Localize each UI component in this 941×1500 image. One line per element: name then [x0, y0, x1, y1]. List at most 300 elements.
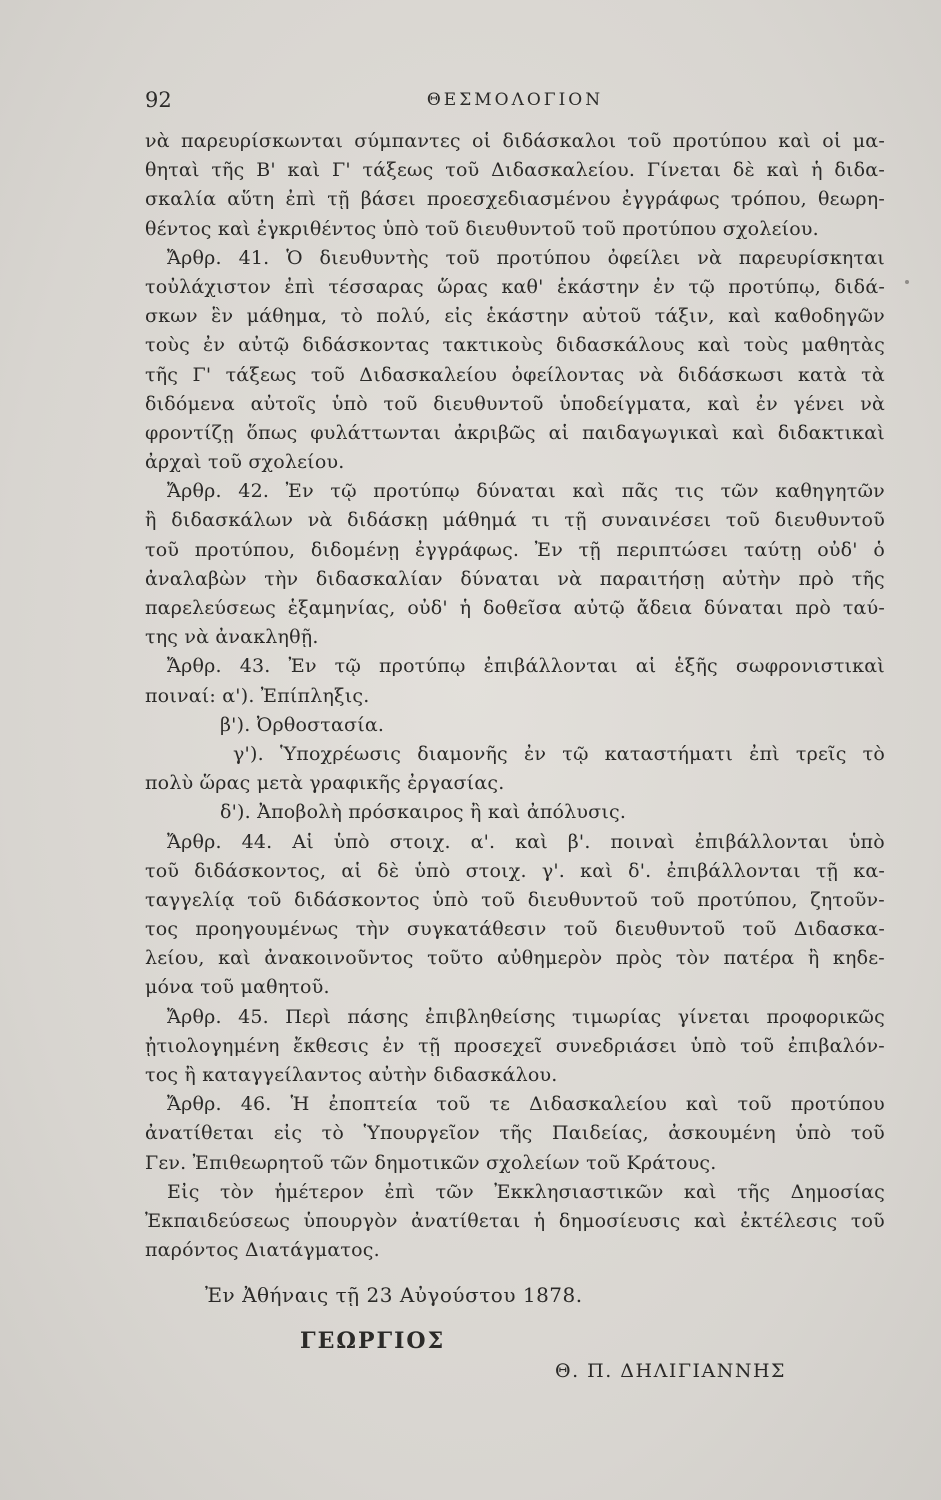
word: θεωρη- [818, 188, 885, 211]
word: προτύπου, [697, 888, 798, 911]
word: ἐπὶ [749, 742, 780, 765]
word: πρὸ [798, 567, 835, 590]
text-line [145, 1032, 885, 1061]
word: ὥρας [437, 275, 489, 298]
word: αὐτῷ [573, 597, 625, 619]
text-line [145, 944, 885, 973]
word: διευθυντοῦ [527, 888, 639, 911]
word: ἐπιβάλλονται [666, 859, 801, 882]
word: προφορικῶς [766, 1005, 885, 1028]
word: πατέρα [723, 947, 795, 970]
word: ἑκάστην [556, 275, 640, 298]
word: ἐγγράφως. [414, 538, 520, 561]
word: καὶ [515, 830, 548, 853]
text-line [145, 390, 885, 419]
text-line: παρόντος Διατάγματος. [145, 1239, 380, 1262]
word: τοῦ [310, 363, 345, 386]
word: ἐποπτεία [328, 1093, 418, 1116]
word: ἐν [202, 334, 226, 357]
page-number: 92 [145, 88, 172, 112]
word: καὶ [732, 421, 765, 444]
closing-clause [145, 1178, 885, 1207]
word: ἐπιβάλλονται [483, 655, 618, 678]
text-line: τος ἢ καταγγείλαντος αὐτὴν διδασκάλου. [145, 1064, 558, 1086]
word: τε [489, 1093, 511, 1116]
word: ταύτῃ [743, 538, 802, 561]
word: ἡ [811, 159, 823, 182]
text-line: πολὺ ὥρας μετὰ γραφικῆς ἐργασίας. [145, 772, 505, 795]
word: πάσης [347, 1005, 409, 1028]
text-line [145, 273, 885, 302]
word: δύναται [460, 567, 540, 590]
word: Ἄρθρ. [167, 1093, 222, 1116]
word: ἢ [145, 509, 157, 532]
word: νὰ [145, 130, 170, 152]
word: Γ' [192, 363, 212, 386]
dateline: Ἐν Ἀθήναις τῇ 23 Αὐγούστου 1878. [205, 1283, 583, 1307]
word: Διδασκαλείου [529, 1093, 667, 1116]
word: οὐδ' [817, 538, 858, 561]
word: τοῦ [742, 918, 777, 941]
word: αἱ [548, 421, 570, 444]
word: ἡμέτερον [274, 1180, 365, 1203]
word: νὰ [307, 509, 333, 532]
word: τοῦ [145, 859, 180, 882]
word: μάθημά [442, 509, 517, 532]
word: διδακτικαὶ [777, 421, 885, 444]
penalty-c [145, 740, 885, 769]
word: πολύ, [376, 305, 431, 328]
word: τάξεως [225, 363, 297, 386]
text-line [145, 915, 885, 944]
word: προσεχεῖ [453, 1034, 543, 1057]
word: τῷ [688, 275, 715, 298]
word: τὴν [355, 918, 390, 941]
minister-signature: Θ. Π. ΔΗΛΙΓΙΑΝΝΗΣ [555, 1360, 786, 1382]
word: οἱ [471, 130, 492, 152]
word: ἐπιβάλλονται [694, 830, 829, 853]
word: τοὺς [743, 334, 789, 357]
text-line [145, 185, 885, 214]
word: αὕτη [227, 188, 275, 211]
word: διευθυντοῦ [614, 918, 726, 941]
word: Ἡ [290, 1093, 310, 1116]
word: τῇ [815, 859, 839, 882]
word: 46. [240, 1093, 272, 1116]
word: ὅπως [246, 421, 298, 444]
word: αὐθημερὸν [497, 947, 603, 970]
article-42-start [145, 477, 885, 506]
word: ἔκθεσις [293, 1034, 369, 1057]
word: μα- [852, 130, 885, 152]
word: τῆς [499, 1122, 533, 1145]
word: ἡ [459, 597, 472, 619]
word: Ἄρθρ. [167, 246, 222, 269]
article-46-start [145, 1090, 885, 1119]
word: ἑκάστην [486, 305, 570, 328]
word: ὀφείλοντας [511, 363, 625, 386]
word: κα- [853, 859, 885, 882]
word: τι [531, 509, 550, 532]
word: Ἄρθρ. [167, 655, 222, 678]
word: Ἐκκλησιαστικῶν [494, 1180, 664, 1203]
word: τοῦ [436, 1093, 471, 1116]
word: διδασκαλίαν [315, 567, 443, 590]
word: μαθητὰς [801, 334, 885, 357]
word: συνεδριάσει [555, 1034, 677, 1057]
article-43-start [145, 652, 885, 681]
word: γένει [793, 392, 845, 415]
word: ἡ [533, 1209, 546, 1232]
word: τις [674, 480, 705, 503]
word: καὶ [683, 1180, 717, 1203]
word: Ὁ [286, 246, 303, 269]
text-line [145, 127, 885, 156]
word: εἰς [273, 1122, 303, 1145]
word: οὐδ' [407, 597, 448, 619]
word: τῷ [562, 742, 589, 765]
text-line: ἀρχαὶ τοῦ σχολείου. [145, 451, 345, 474]
body-text [145, 127, 885, 1265]
word: τοῦ [725, 509, 761, 532]
word: καὶ [685, 1093, 719, 1116]
word: τρόπου, [730, 188, 807, 211]
word: τοῦ [247, 888, 282, 911]
word: προηγουμένως [195, 918, 339, 941]
word: αἱ [635, 655, 657, 678]
word: ὑπὸ [848, 830, 885, 853]
word: διδα- [834, 159, 885, 182]
word: Περὶ [285, 1005, 332, 1028]
word: καθηγητῶν [775, 480, 885, 503]
word: τῷ [330, 480, 357, 503]
running-title: ΘΕΣΜΟΛΟΓΙΟΝ [426, 90, 604, 110]
word: τοῦ [650, 888, 685, 911]
word: παιδαγωγικαὶ [582, 421, 720, 444]
word: δύναται [703, 597, 784, 619]
word: καὶ [728, 305, 761, 328]
text-line [145, 565, 885, 594]
word: ἐπιβαλόν- [787, 1034, 885, 1057]
text-line [145, 1207, 885, 1236]
word: Δημοσίας [790, 1180, 885, 1203]
text-line [145, 419, 885, 448]
word: γ'. [541, 859, 566, 882]
word: τῆς [211, 159, 245, 182]
word: καὶ [287, 159, 321, 182]
word: ἑξῆς [674, 655, 718, 678]
word: τοὺς [145, 334, 190, 357]
word: Αἱ [292, 830, 314, 853]
word: τὴν [264, 567, 299, 590]
word: Ἄρθρ. [167, 480, 222, 503]
word: ἐπιβληθείσης [425, 1005, 556, 1028]
penalty-d: δ'). Ἀποβολὴ πρόσκαιρος ἢ καὶ ἀπόλυσις. [220, 801, 627, 824]
word: ἀνατίθεται [411, 1209, 521, 1232]
text-line: μόνα τοῦ μαθητοῦ. [145, 976, 330, 999]
word: ἐγγράφως [621, 188, 720, 211]
word: καθοδηγῶν [774, 305, 885, 328]
word: τιμωρίας [571, 1005, 662, 1028]
word: τος [145, 918, 179, 941]
word: διδάσκοντος [294, 888, 420, 911]
word: Ἐκπαιδεύσεως [145, 1209, 291, 1232]
word: δύναται [476, 480, 556, 503]
word: διευθυντοῦ [774, 509, 885, 532]
text-line [145, 361, 885, 390]
word: κατὰ [797, 363, 847, 386]
text-line [145, 302, 885, 331]
word: ἢ [807, 947, 820, 970]
word: διδάσκωσι [677, 363, 784, 386]
word: ἐπὶ [285, 188, 317, 211]
word: τοὐλάχιστον [145, 275, 272, 298]
word: ταύ- [842, 597, 885, 619]
word: ᾐτιολογημένη [145, 1034, 280, 1057]
word: ἄδεια [636, 597, 693, 619]
word: Ἄρθρ. [167, 1005, 222, 1028]
word: Ἐν [534, 538, 563, 561]
word: τῶν [720, 480, 759, 503]
word: προτύπου, [194, 538, 296, 561]
word: αὐτοῦ [582, 305, 642, 328]
word: ὑπὸ [414, 859, 451, 882]
word: τοῦ [445, 159, 480, 182]
word: τὸν [675, 947, 710, 970]
word: λείου, [145, 947, 205, 970]
word: προεσχεδιασμένου [426, 188, 611, 211]
word: Διδασκα- [793, 918, 885, 941]
word: διδάσκῃ [347, 509, 428, 532]
word: Ἐν [288, 655, 317, 678]
word: νὰ [860, 392, 885, 415]
word: πᾶς [621, 480, 659, 503]
word: σκων [145, 305, 198, 328]
text-line [145, 331, 885, 360]
text-line [145, 536, 885, 565]
word: Ὑπουργεῖον [363, 1122, 480, 1145]
word: καὶ [572, 480, 606, 503]
word: τῇ [327, 188, 350, 211]
word: ἀναλαβὼν [145, 567, 247, 590]
word: πρὸ [795, 597, 831, 619]
word: διδασκάλων [171, 509, 294, 532]
word: τοῦ [850, 1209, 885, 1232]
word: νὰ [638, 363, 664, 386]
word: ἓν [211, 305, 234, 328]
word: τὸν [219, 1180, 255, 1203]
word: καταστήματι [604, 742, 733, 765]
word: διδόμενα [145, 392, 235, 415]
word: τοῦ [737, 1093, 772, 1116]
word: παρευρίσκηται [738, 246, 885, 269]
word: Παιδείας, [551, 1122, 649, 1145]
word: ὁ [873, 538, 885, 561]
word: ταγγελίᾳ [145, 888, 235, 911]
word: τὸ [862, 742, 885, 765]
word: Διδασκαλείου [359, 363, 498, 386]
word: ὑποδείγματα, [559, 392, 692, 415]
word: παρελεύσεως [145, 597, 276, 619]
word: ζητοῦν- [810, 888, 885, 911]
text-line [145, 594, 885, 623]
word: τῆς [851, 567, 885, 590]
word: τάξεως [362, 159, 434, 182]
text-line: Γεν. Ἐπιθεωρητοῦ τῶν δημοτικῶν σχολείων τοῦ Κράτους. [145, 1151, 717, 1174]
word: καὶ [693, 1209, 727, 1232]
word: τῇ [578, 538, 601, 561]
word: ἀνατίθεται [145, 1122, 255, 1145]
word: Ὑποχρέωσις [279, 742, 402, 765]
word: βάσει [360, 188, 416, 211]
word: κηδε- [832, 947, 885, 970]
word: τοῦ [627, 130, 662, 152]
word: τὰ [861, 363, 885, 386]
word: τοῦτο [427, 947, 484, 970]
word: Ἐν [285, 480, 314, 503]
word: διδάσκοντος, [194, 859, 327, 882]
text-line: θέντος καὶ ἐγκριθέντος ὑπὸ τοῦ διευθυντοῦ τοῦ προτύπου σχολείου. [145, 217, 819, 240]
word: παραιτήσῃ [599, 567, 705, 590]
word: ὑπὸ [333, 830, 370, 853]
word: καὶ [766, 159, 800, 182]
word: πρὸς [615, 947, 663, 970]
text-line: της νὰ ἀνακληθῇ. [145, 626, 319, 649]
word: Γίνεται [646, 159, 722, 182]
word: ἐπὶ [384, 1180, 416, 1203]
word: τῆς [737, 1180, 771, 1203]
word: τάξιν, [654, 305, 715, 328]
word: συγκατάθεσιν [406, 918, 547, 941]
word: μάθημα, [246, 305, 328, 328]
page-header [145, 88, 885, 118]
word: προτύπῳ [373, 480, 460, 503]
word: προτύπου [496, 246, 591, 269]
word: αὐτοῖς [250, 392, 317, 415]
word: προτύπῳ [379, 655, 466, 678]
word: διδάσκοντας [302, 334, 430, 357]
word: διδά- [834, 275, 885, 298]
word: ἐν [755, 392, 778, 415]
word: συναινέσει [601, 509, 712, 532]
word: δὲ [732, 159, 755, 182]
word: τῶν [435, 1180, 474, 1203]
word: διευθυντὴς [319, 246, 429, 269]
text-line [145, 857, 885, 886]
word: α'. [470, 830, 496, 853]
word: τοῦ [145, 538, 180, 561]
article-44-start [145, 828, 885, 857]
word: αὐτὴν [722, 567, 781, 590]
word: τοῦ [383, 392, 418, 415]
word: καὶ [697, 334, 731, 357]
word: Γ' [332, 159, 351, 182]
text-line [145, 886, 885, 915]
word: ὑπὸ [795, 1122, 832, 1145]
text-line [145, 156, 885, 185]
word: δημοσίευσις [558, 1209, 681, 1232]
word: Διδασκαλείου. [491, 159, 636, 182]
word: τοῦ [481, 888, 516, 911]
word: 44. [241, 830, 273, 853]
word: τρεῖς [795, 742, 847, 765]
article-45-start [145, 1003, 885, 1032]
word: στοιχ. [465, 859, 527, 882]
word: διδομένῃ [310, 538, 400, 561]
word: 43. [239, 655, 271, 678]
word: τῇ [564, 509, 587, 532]
word: σωφρονιστικαὶ [735, 655, 885, 678]
text-line [145, 506, 885, 535]
word: διδάσκαλοι [502, 130, 617, 152]
word: καὶ [580, 859, 613, 882]
word: β'. [567, 830, 591, 853]
word: τοῦ [850, 1122, 885, 1145]
word: δὲ [377, 859, 400, 882]
word: διαμονῆς [417, 742, 508, 765]
word: ἑξαμηνίας, [287, 597, 396, 619]
penalty-b: β'). Ὀρθοστασία. [220, 713, 385, 736]
word: οἱ [822, 130, 842, 152]
word: ἐν [653, 275, 676, 298]
word: 42. [238, 480, 270, 503]
word: διδασκάλους [556, 334, 685, 357]
word: γίνεται [677, 1005, 751, 1028]
word: προτύπου [672, 130, 768, 152]
word: τέσσαρας [328, 275, 424, 298]
word: καὶ [218, 947, 251, 970]
word: τακτικοὺς [442, 334, 544, 357]
word: δ'. [628, 859, 652, 882]
word: ἐν [523, 742, 547, 765]
word: τῇ [418, 1034, 441, 1057]
word: αἱ [341, 859, 363, 882]
penalty-a: ποιναί: α'). Ἐπίπληξις. [145, 684, 370, 707]
paper-speck [905, 280, 909, 284]
word: ἀνακοινοῦντος [264, 947, 414, 970]
word: τὸ [340, 305, 364, 328]
word: 41. [238, 246, 270, 269]
word: στοιχ. [389, 830, 451, 853]
word: Ἄρθρ. [167, 830, 222, 853]
word: αὐτῷ [238, 334, 290, 357]
text-line [145, 1119, 885, 1148]
word: ὑπὸ [331, 392, 368, 415]
word: θηταὶ [145, 159, 200, 182]
word: δοθεῖσα [483, 597, 562, 619]
word: τῷ [334, 655, 362, 678]
word: περιπτώσει [616, 538, 729, 561]
word: τῆς [145, 363, 179, 386]
word: ποιναὶ [610, 830, 675, 853]
word: Εἰς [167, 1180, 200, 1203]
word: ὑπουργὸν [303, 1209, 398, 1232]
word: τὸ [321, 1122, 345, 1145]
word: τοῦ [740, 1034, 775, 1057]
word: 45. [238, 1005, 269, 1028]
word: ἐκτέλεσις [740, 1209, 838, 1232]
article-41-start [145, 244, 885, 273]
word: φυλάττωνται [310, 421, 442, 444]
word: τοῦ [563, 918, 598, 941]
word: διευθυντοῦ [433, 392, 544, 415]
word: σύμπαντες [354, 130, 461, 152]
word: ὀφείλει [607, 246, 681, 269]
word: ἐν [382, 1034, 405, 1057]
word: φροντίζῃ [145, 421, 234, 444]
word: νὰ [557, 567, 583, 590]
word: ἐπὶ [284, 275, 316, 298]
